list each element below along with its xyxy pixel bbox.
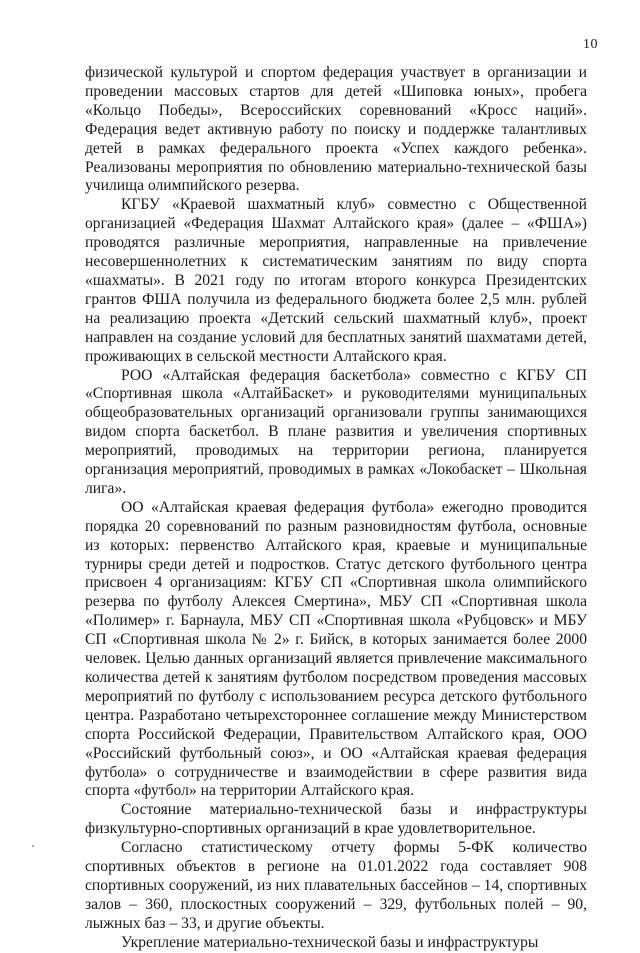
paragraph-chess-club: КГБУ «Краевой шахматный клуб» совместно с Общественной организацией «Федерация Шахмат Алтайского края» (далее – «ФША») проводятся различные мероприятия, направленные на привлечение несовершеннолетних к систематическим занятиям по виду спорта «шахматы». В 2021 году по итогам второго конкурса Президентских грантов ФША получила из федерального бюджета более 2,5 млн. рублей на реализацию проекта «Детский сельский шахматный клуб», проект направлен на создание условий для бесплатных занятий шахматами детей, проживающих в сельской местности Алтайского края. [85, 196, 587, 365]
document-body [85, 64, 587, 953]
scan-speck [32, 845, 34, 847]
paragraph-infrastructure-state: Состояние материально-технической базы и инфраструктуры физкультурно-спортивных организаций в крае удовлетворительное. [85, 801, 587, 838]
paragraph-football: ОО «Алтайская краевая федерация футбола» ежегодно проводится порядка 20 соревнований по разным разновидностям футбола, основные из которых: первенство Алтайского края, краевые и муниципальные турниры среди детей и подростков. Статус детского футбольного центра присвоен 4 организациям: КГБУ СП «Спортивная школа олимпийского резерва по футболу Алексея Смертина», МБУ СП «Спортивная школа «Полимер» г. Барнаула, МБУ СП «Спортивная школа «Рубцовск» и МБУ СП «Спортивная школа № 2» г. Бийск, в которых занимается более 2000 человек. Целью данных организаций является привлечение максимального количества детей к занятиям футболом посредством проведения массовых мероприятий по футболу с использованием ресурса детского футбольного центра. Разработано четырехстороннее соглашение между Министерством спорта Российской Федерации, Правительством Алтайского края, ООО «Российский футбольный союз», и ОО «Алтайская краевая федерация футбола» о сотрудничестве и взаимодействии в сфере развития вида спорта «футбол» на территории Алтайского края. [85, 498, 587, 800]
paragraph-infrastructure-strengthening: Укрепление материально-технической базы и инфраструктуры [121, 933, 539, 951]
paragraph-federation-activities: физической культурой и спортом федерация участвует в организации и проведении массовых стартов для детей «Шиповка юных», пробега «Кольцо Победы», Всероссийских соревнований «Кросс наций». Федерация ведет активную работу по поиску и поддержке талантливых детей в рамках федерального проекта «Успех каждого ребенка». Реализованы мероприятия по обновлению материально-технической базы училища олимпийского резерва. [85, 64, 587, 195]
paragraph-sports-facilities-stats: Согласно статистическому отчету формы 5-ФК количество спортивных объектов в регионе на 01.01.2022 года составляет 908 спортивных сооружений, из них плавательных бассейнов – 14, спортивных залов – 360, плоскостных сооружений – 329, футбольных полей – 90, лыжных баз – 33, и другие объекты. [85, 839, 587, 932]
paragraph-basketball: РОО «Алтайская федерация баскетбола» совместно с КГБУ СП «Спортивная школа «АлтайБаскет» и руководителями муниципальных общеобразовательных организаций организовали группы занимающихся видом спорта баскетбол. В плане развития и увеличения спортивных мероприятий, проводимых на территории региона, планируется организация мероприятий, проводимых в рамках «Локобаскет – Школьная лига». [85, 366, 587, 497]
page-number: 10 [583, 37, 598, 52]
